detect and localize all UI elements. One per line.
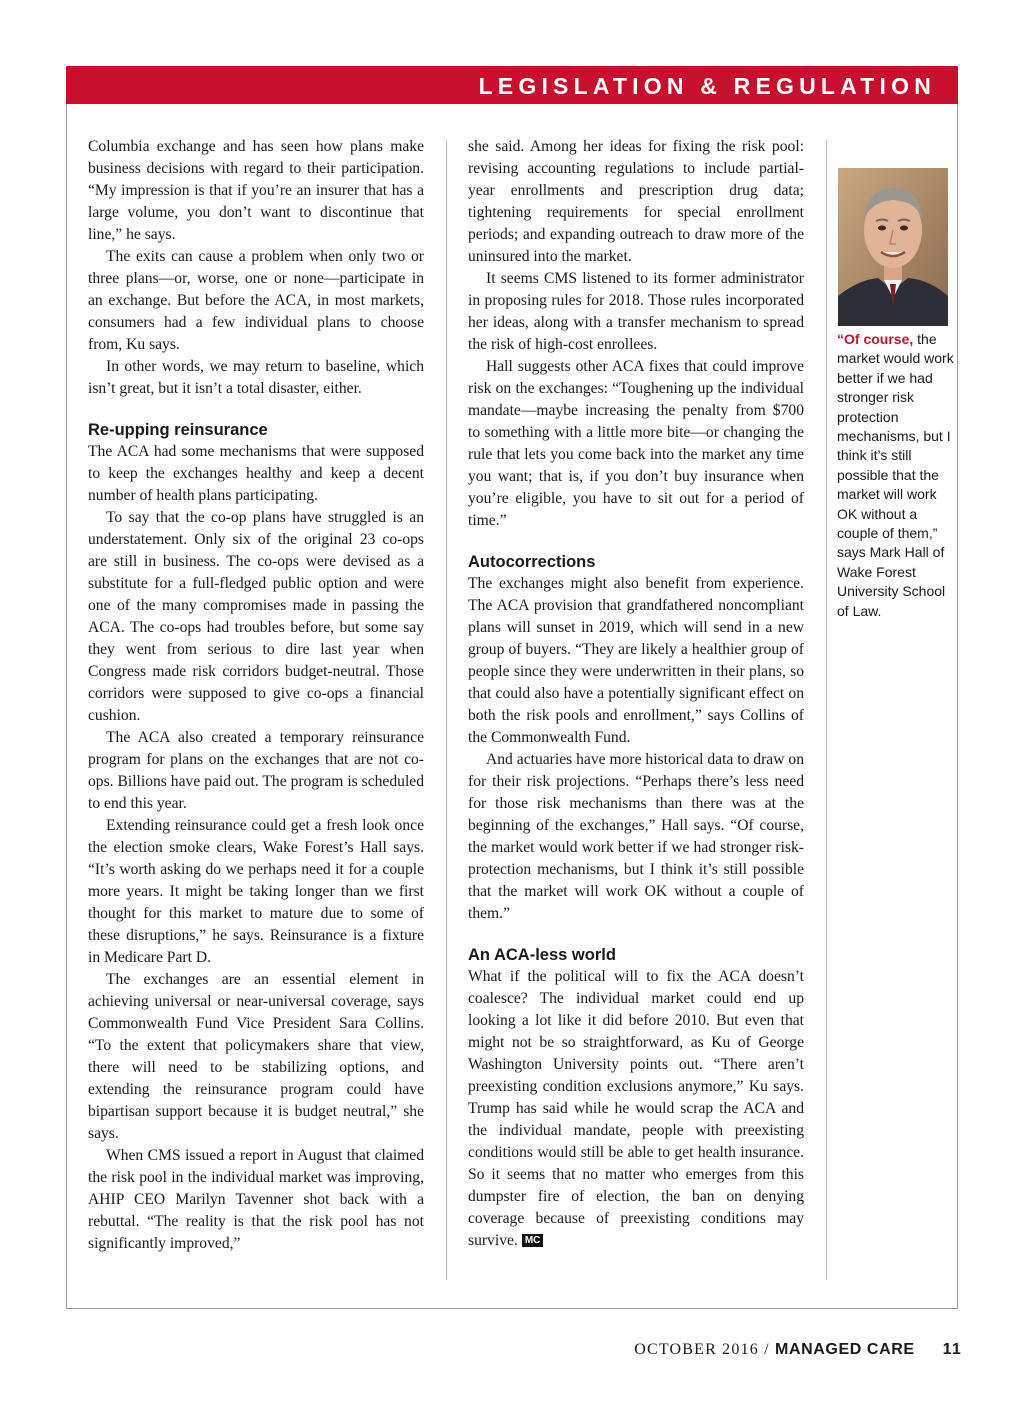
paragraph: Extending reinsurance could get a fresh look once the election smoke clears, Wake Forest’s Hall says. “It’s worth asking do we perhaps need it for a couple more years. It might be taking longer than we first thought for this market to mature due to some of these disruptions,” he says. Reinsurance is a fixture in Medicare Part D. bbox=[88, 817, 424, 966]
paragraph: To say that the co-op plans have struggled is an understatement. Only six of the original 23 co-ops are still in business. The co-ops were devised as a substitute for a full-fledged public option and were one of the many compromises made in passing the ACA. The co-ops had troubles before, but some say they went from serious to dire last year when Congress made risk corridors budget-neutral. Those corridors were supposed to give co-ops a financial cushion. bbox=[88, 509, 424, 724]
paragraph: The exits can cause a problem when only two or three plans—or, worse, one or none—participate in an exchange. But before the ACA, in most markets, consumers had a few individual plans to choose from, Ku says. bbox=[88, 248, 424, 353]
paragraph: Hall suggests other ACA fixes that could improve risk on the exchanges: “Toughening up the individual mandate—maybe increasing the penalty from $700 to something with a little more bite—or changing the rule that lets you come back into the market any time you want; that is, if you don’t buy insurance when you’re eligible, you have to sit out for a period of time.” bbox=[468, 358, 804, 529]
page-footer bbox=[634, 1341, 962, 1359]
paragraph-final bbox=[468, 966, 804, 1252]
sidebar-divider bbox=[826, 140, 827, 1280]
article-column-1 bbox=[88, 136, 424, 1255]
column-divider bbox=[446, 140, 447, 1280]
paragraph: Columbia exchange and has seen how plans make business decisions with regard to their participation. “My impression is that if you’re an insurer that has a large volume, you don’t want to discontinue that line,” he says. bbox=[88, 138, 424, 243]
subheading-autocorrections: Autocorrections bbox=[468, 553, 596, 571]
paragraph: The exchanges might also benefit from experience. The ACA provision that grandfathered noncompliant plans will sunset in 2019, which will send in a new group of buyers. “They are likely a healthier group of people since they were underwritten in their plans, so that could also have a potentially significant effect on both the risk pools and enrollment,” says Collins of the Commonwealth Fund. bbox=[468, 575, 804, 746]
subheading-aca-less-world: An ACA-less world bbox=[468, 946, 616, 964]
section-title: LEGISLATION & REGULATION bbox=[478, 73, 936, 99]
magazine-name: MANAGED CARE bbox=[775, 1341, 915, 1358]
paragraph: she said. Among her ideas for fixing the risk pool: revising accounting regulations to include partial-year enrollments and prescription drug data; tightening requirements for special enrollment periods; and expanding outreach to draw more of the uninsured into the market. bbox=[468, 138, 804, 265]
caption-text: the market would work better if we had stronger risk protection mechanisms, but I think it’s still possible that the market will work OK without a couple of them,” says Mark Hall of Wake Forest University School of Law. bbox=[837, 331, 954, 619]
photo-caption bbox=[837, 330, 955, 621]
paragraph: It seems CMS listened to its former administrator in proposing rules for 2018. Those rules incorporated her ideas, along with a transfer mechanism to spread the risk of high-cost enrollees. bbox=[468, 270, 804, 353]
portrait-photo bbox=[838, 168, 948, 326]
paragraph: In other words, we may return to baseline, which isn’t great, but it isn’t a total disaster, either. bbox=[88, 358, 424, 397]
paragraph: When CMS issued a report in August that claimed the risk pool in the individual market was improving, AHIP CEO Marilyn Tavenner shot back with a rebuttal. “The reality is that the risk pool has not significantly improved,” bbox=[88, 1147, 424, 1252]
subheading-re-upping-reinsurance: Re-upping reinsurance bbox=[88, 421, 268, 439]
paragraph: The ACA also created a temporary reinsurance program for plans on the exchanges that are not co-ops. Billions have paid out. The program is scheduled to end this year. bbox=[88, 729, 424, 812]
paragraph: The exchanges are an essential element in achieving universal or near-universal coverage, says Commonwealth Fund Vice President Sara Collins. “To the extent that policymakers share that view, there will need to be stabilizing options, and extending the reinsurance program could have bipartisan support because it is budget neutral,” she says. bbox=[88, 971, 424, 1142]
article-column-2 bbox=[468, 136, 804, 1252]
paragraph: And actuaries have more historical data to draw on for their risk projections. “Perhaps there’s less need for those risk mechanisms than there was at the beginning of the exchanges,” Hall says. “Of course, the market would work better if we had stronger risk-protection mechanisms, but I think it’s still possible that the market will work OK without a couple of them.” bbox=[468, 751, 804, 922]
section-banner bbox=[66, 66, 958, 104]
end-mark-badge: MC bbox=[522, 1234, 544, 1247]
issue-date: OCTOBER 2016 / bbox=[634, 1341, 776, 1358]
page-number: 11 bbox=[942, 1341, 962, 1358]
caption-lead: “Of course, bbox=[837, 331, 914, 347]
paragraph: The ACA had some mechanisms that were supposed to keep the exchanges healthy and keep a decent number of health plans participating. bbox=[88, 443, 424, 504]
paragraph-text: What if the political will to fix the ACA doesn’t coalesce? The individual market could end up looking a lot like it did before 2010. But even that might not be so straightforward, as Ku of George Washington University points out. “There aren’t preexisting condition exclusions anymore,” Ku says. Trump has said while he would scrap the ACA and the individual mandate, people with preexisting conditions would still be able to get health insurance. So it seems that no matter who emerges from this dumpster fire of election, the ban on denying coverage because of preexisting conditions may survive. bbox=[468, 968, 804, 1249]
portrait-illustration bbox=[838, 168, 948, 326]
